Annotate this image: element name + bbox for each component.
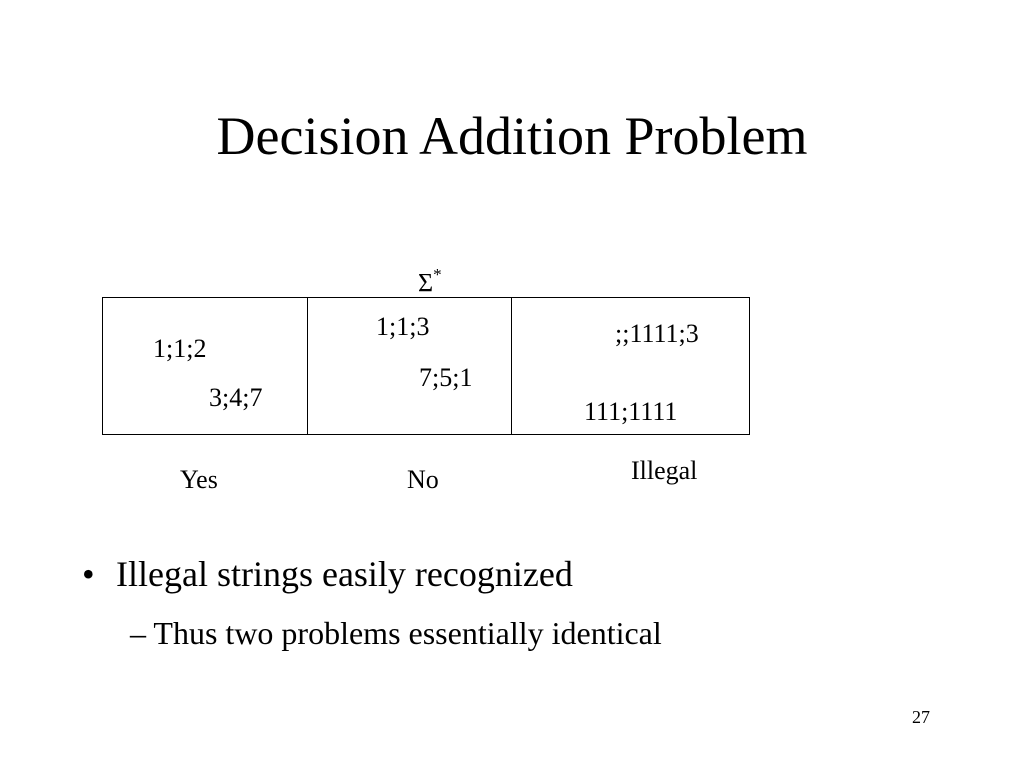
- region-label-illegal: Illegal: [631, 456, 698, 485]
- yes-string-2: 3;4;7: [209, 383, 263, 412]
- kleene-star: *: [433, 265, 442, 284]
- slide-title: Decision Addition Problem: [216, 106, 808, 166]
- illegal-string-2: 111;1111: [584, 397, 678, 426]
- bullet-item: [82, 553, 573, 595]
- no-string-1: 1;1;3: [376, 312, 430, 341]
- region-divider-yes-no: [307, 297, 308, 435]
- region-label-no: No: [407, 465, 439, 494]
- bullet-icon: •: [82, 554, 95, 594]
- page-number: 27: [912, 707, 930, 727]
- sub-bullet-item: [130, 614, 662, 652]
- region-label-yes: Yes: [180, 465, 218, 494]
- dash-icon: –: [130, 615, 146, 651]
- bullet-text: Illegal strings easily recognized: [116, 554, 573, 594]
- yes-string-1: 1;1;2: [153, 334, 207, 363]
- sigma-star-label: [418, 262, 442, 299]
- sigma-symbol: Σ: [418, 268, 434, 298]
- no-string-2: 7;5;1: [419, 363, 473, 392]
- sub-bullet-text: Thus two problems essentially identical: [153, 615, 662, 651]
- illegal-string-1: ;;1111;3: [615, 319, 699, 348]
- region-divider-no-illegal: [511, 297, 512, 435]
